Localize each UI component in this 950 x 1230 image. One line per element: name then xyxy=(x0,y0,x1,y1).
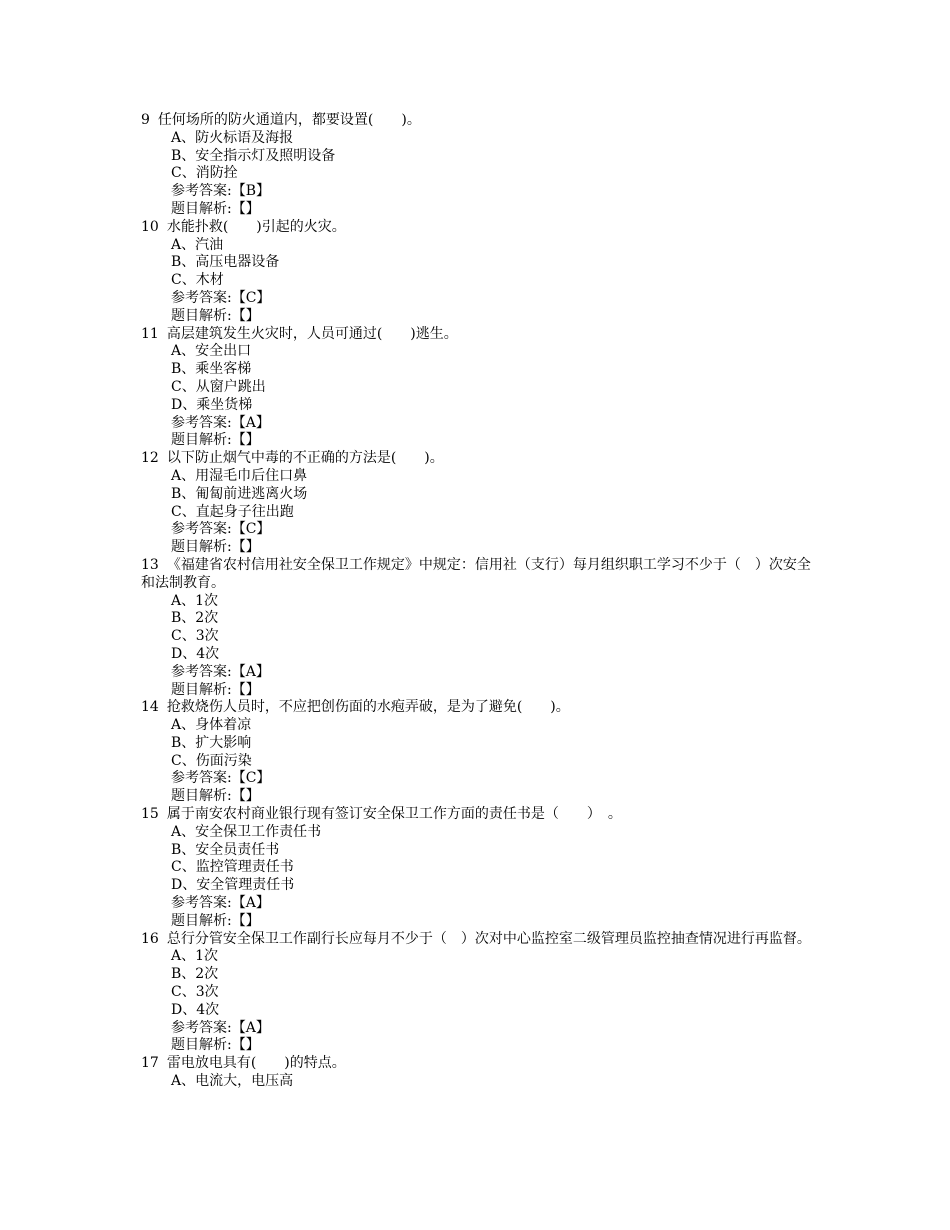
question-number: 11 xyxy=(141,325,159,342)
answer-option: A、安全保卫工作责任书 xyxy=(171,823,322,840)
answer-option: C、3次 xyxy=(171,628,219,645)
answer-option: A、用湿毛巾后住口鼻 xyxy=(171,467,308,484)
reference-answer: 参考答案:【C】 xyxy=(171,521,271,538)
answer-option: D、乘坐货梯 xyxy=(171,396,253,413)
answer-option: C、3次 xyxy=(171,984,219,1001)
question-number: 14 xyxy=(141,699,159,716)
answer-option: D、4次 xyxy=(171,1001,220,1018)
question-14 xyxy=(141,699,813,806)
question-stem xyxy=(141,557,813,593)
question-text: 《福建省农村信用社安全保卫工作规定》中规定：信用社（支行）每月组织职工学习不少于（ ）次安全和法制教育。 xyxy=(141,556,811,591)
answer-option: A、汽油 xyxy=(171,236,224,253)
question-analysis: 题目解析:【】 xyxy=(171,788,260,805)
question-10 xyxy=(141,219,813,326)
question-analysis: 题目解析:【】 xyxy=(171,681,260,698)
question-analysis: 题目解析:【】 xyxy=(171,539,260,556)
question-text: 雷电放电具有( )的特点。 xyxy=(166,1055,346,1072)
question-text: 总行分管安全保卫工作副行长应每月不少于（ ）次对中心监控室二级管理员监控抽查情况进行再监督。 xyxy=(166,930,811,947)
answer-option: A、安全出口 xyxy=(171,343,252,360)
question-analysis: 题目解析:【】 xyxy=(171,912,260,929)
question-12 xyxy=(141,450,813,557)
reference-answer: 参考答案:【A】 xyxy=(171,895,270,912)
answer-option: B、安全指示灯及照明设备 xyxy=(171,147,336,164)
answer-option: B、2次 xyxy=(171,610,219,627)
answer-option: C、木材 xyxy=(171,272,224,289)
question-number: 9 xyxy=(141,112,150,128)
answer-option: C、伤面污染 xyxy=(171,752,252,769)
question-text: 高层建筑发生火灾时，人员可通过( )逃生。 xyxy=(166,325,458,342)
question-15 xyxy=(141,806,813,931)
question-stem xyxy=(141,699,813,717)
question-stem xyxy=(141,806,813,824)
answer-option: A、电流大，电压高 xyxy=(171,1073,294,1090)
question-16 xyxy=(141,931,813,1056)
question-text: 属于南安农村商业银行现有签订安全保卫工作方面的责任书是（ ） 。 xyxy=(166,806,622,823)
question-17 xyxy=(141,1055,813,1091)
answer-option: C、消防拴 xyxy=(171,165,238,182)
question-11 xyxy=(141,326,813,451)
answer-option: B、高压电器设备 xyxy=(171,254,280,271)
answer-option: C、直起身子往出跑 xyxy=(171,503,294,520)
answer-option: B、2次 xyxy=(171,966,219,983)
answer-option: A、身体着凉 xyxy=(171,717,252,734)
reference-answer: 参考答案:【C】 xyxy=(171,770,271,787)
answer-option: B、扩大影响 xyxy=(171,734,252,751)
question-stem xyxy=(141,112,813,130)
reference-answer: 参考答案:【A】 xyxy=(171,414,270,431)
question-analysis: 题目解析:【】 xyxy=(171,307,260,324)
question-stem xyxy=(141,219,813,237)
question-number: 12 xyxy=(141,450,159,467)
question-stem xyxy=(141,1055,813,1073)
question-text: 任何场所的防火通道内，都要设置( )。 xyxy=(157,112,421,128)
answer-option: C、从窗户跳出 xyxy=(171,378,266,395)
question-9 xyxy=(141,112,813,219)
answer-option: C、监控管理责任书 xyxy=(171,859,294,876)
question-text: 以下防止烟气中毒的不正确的方法是( )。 xyxy=(166,450,444,467)
answer-option: B、乘坐客梯 xyxy=(171,361,252,378)
question-number: 10 xyxy=(141,218,159,235)
question-number: 17 xyxy=(141,1055,159,1072)
question-number: 16 xyxy=(141,930,159,947)
question-stem xyxy=(141,326,813,344)
answer-option: B、安全员责任书 xyxy=(171,841,280,858)
question-analysis: 题目解析:【】 xyxy=(171,1037,260,1054)
reference-answer: 参考答案:【A】 xyxy=(171,663,270,680)
question-13 xyxy=(141,557,813,699)
question-number: 13 xyxy=(141,556,159,573)
reference-answer: 参考答案:【A】 xyxy=(171,1019,270,1036)
question-stem xyxy=(141,931,813,949)
answer-option: D、安全管理责任书 xyxy=(171,877,295,894)
answer-option: A、1次 xyxy=(171,948,219,965)
question-analysis: 题目解析:【】 xyxy=(171,432,260,449)
question-number: 15 xyxy=(141,806,159,823)
answer-option: A、防火标语及海报 xyxy=(171,129,294,146)
question-analysis: 题目解析:【】 xyxy=(171,200,260,217)
question-text: 水能扑救( )引起的火灾。 xyxy=(166,218,346,235)
reference-answer: 参考答案:【C】 xyxy=(171,289,271,306)
reference-answer: 参考答案:【B】 xyxy=(171,183,271,200)
question-list xyxy=(141,112,813,1091)
answer-option: B、匍匐前进逃离火场 xyxy=(171,485,308,502)
answer-option: D、4次 xyxy=(171,645,220,662)
question-text: 抢救烧伤人员时，不应把创伤面的水疱弄破，是为了避免( )。 xyxy=(166,699,570,716)
answer-option: A、1次 xyxy=(171,592,219,609)
question-stem xyxy=(141,450,813,468)
